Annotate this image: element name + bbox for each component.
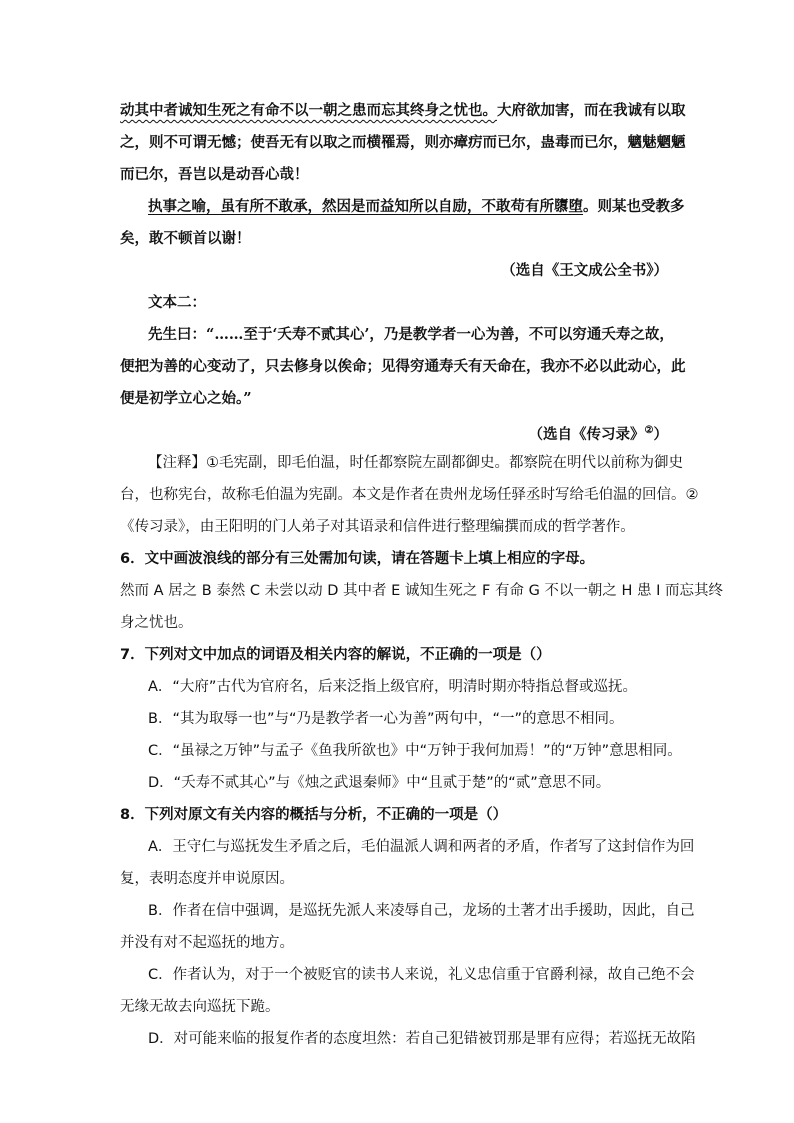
passage1-line-2: 之，则不可谓无憾；使吾无有以取之而横罹焉，则亦瘴疠而已尔，蛊毒而已尔，魑魅魍魉 — [120, 134, 686, 151]
passage1-line-1: 动其中者诚知生死之有命不以一朝之患而忘其终身之忧也。大府欲加害，而在我诚有以取 — [120, 102, 686, 119]
question-8-option-a-line-2: 复，表明态度并申说原因。 — [120, 871, 294, 887]
question-8-option-a-line-1: A．王守仁与巡抚发生矛盾之后，毛伯温派人调和两者的矛盾，作者写了这封信作为回 — [148, 839, 695, 855]
question-8-option-d-line-1: D．对可能来临的报复作者的态度坦然：若自己犯错被罚那是罪有应得；若巡抚无故陷 — [148, 1031, 696, 1047]
question-7-option-d: D．“夭寿不贰其心”与《烛之武退秦师》中“且贰于楚”的“贰”意思不同。 — [148, 775, 611, 791]
question-6-stem: 6．文中画波浪线的部分有三处需加句读，请在答题卡上填上相应的字母。 — [120, 551, 595, 567]
passage2-line-1: 先生曰：“……至于‘夭寿不贰其心’，乃是教学者一心为善，不可以穷通夭寿之故， — [148, 326, 674, 343]
passage1-source: （选自《王文成公全书》） — [501, 262, 668, 279]
question-6-line-3: 身之忧也。 — [120, 615, 193, 631]
question-7-stem: 7．下列对文中加点的词语及相关内容的解说，不正确的一项是（） — [120, 647, 551, 663]
notes-line-3: 《传习录》，由王阳明的门人弟子对其语录和信件进行整理编撰而成的哲学著作。 — [120, 519, 635, 535]
question-8-option-c-line-1: C．作者认为，对于一个被贬官的读书人来说，礼义忠信重于官爵利禄，故自己绝不会 — [148, 967, 695, 983]
passage2-heading: 文本二： — [148, 294, 206, 311]
passage1-line-3: 而已尔，吾岂以是动吾心哉！ — [120, 166, 309, 183]
passage2-line-3: 便是初学立心之始。” — [120, 390, 252, 407]
wavy-underlined-text: 动其中者诚知生死之有命不以一朝之患而忘其终身之忧也。 — [120, 102, 497, 119]
question-8-option-b-line-2: 并没有对不起巡抚的地方。 — [120, 935, 294, 951]
question-6-line-2: 然而 A 居之 B 泰然 C 未尝以动 D 其中者 E 诚知生死之 F 有命 G 不以一朝之 H 患 I 而忘其终 — [120, 583, 724, 599]
notes-line-1: 【注释】①毛宪副，即毛伯温，时任都察院左副都御史。都察院在明代以前称为御史 — [148, 455, 683, 471]
question-8-option-c-line-2: 无缘无故去向巡抚下跪。 — [120, 999, 280, 1015]
question-7-option-c: C．“虽禄之万钟”与孟子《鱼我所欲也》中“万钟于我何加焉！”的“万钟”意思相同。 — [148, 743, 682, 759]
question-8-stem: 8．下列对原文有关内容的概括与分析，不正确的一项是（） — [120, 807, 508, 823]
passage1-line-4: 执事之喻，虽有所不敢承，然因是而益知所以自励，不敢苟有所隳堕。则某也受教多 — [148, 198, 685, 215]
question-8-option-b-line-1: B．作者在信中强调，是巡抚先派人来凌辱自己，龙场的土著才出手援助，因此，自己 — [148, 903, 695, 919]
notes-line-2: 台，也称宪台，故称毛伯温为宪副。本文是作者在贵州龙场任驿丞时写给毛伯温的回信。② — [120, 487, 699, 503]
underlined-text: 执事之喻，虽有所不敢承，然因是而益知所以自励，不敢苟有所隳堕 — [148, 198, 583, 215]
question-7-option-b: B．“其为取辱一也”与“乃是教学者一心为善”两句中，“一”的意思不相同。 — [148, 711, 624, 727]
passage1-line-5: 矣，敢不顿首以谢！ — [120, 230, 251, 247]
passage2-source: （选自《传习录》②） — [528, 425, 668, 443]
notes-label: 【注释】 — [148, 455, 206, 471]
passage2-line-2: 便把为善的心变动了，只去修身以俟命；见得穷通寿夭有天命在，我亦不必以此动心，此 — [120, 358, 686, 375]
question-7-option-a: A．“大府”古代为官府名，后来泛指上级官府，明清时期亦特指总督或巡抚。 — [148, 679, 637, 695]
